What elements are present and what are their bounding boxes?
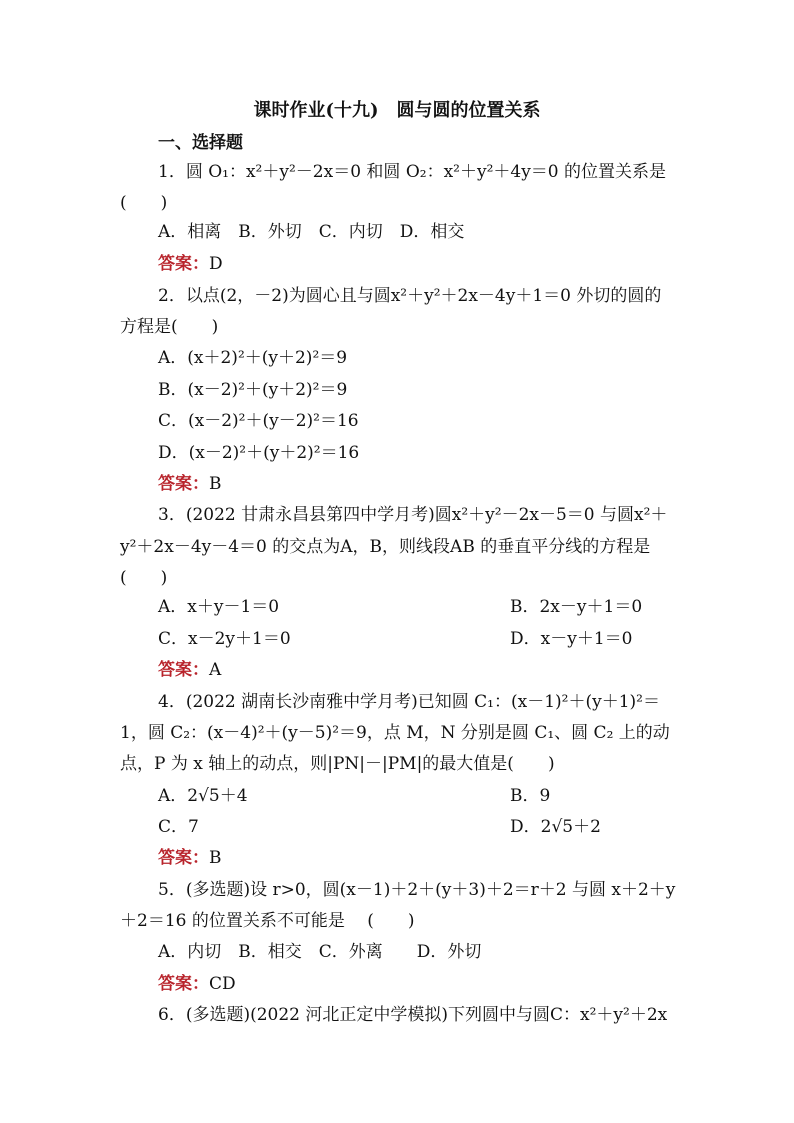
answer-value: A (209, 660, 222, 680)
q4-stem-line2: 1，圆 C₂：(x－4)²＋(y－5)²＝9，点 M，N 分别是圆 C₁、圆 C₂ 上的动 (120, 723, 670, 743)
answer-label: 答案： (158, 254, 209, 274)
answer-value: B (209, 848, 222, 868)
q3-option-d: D．x－y＋1＝0 (510, 629, 633, 649)
q2-answer (158, 472, 222, 496)
q3-stem-line2: y²＋2x－4y－4＝0 的交点为A，B，则线段AB 的垂直平分线的方程是 (120, 537, 651, 557)
q2-option-a: A．(x＋2)²＋(y＋2)²＝9 (158, 348, 348, 368)
answer-label: 答案： (158, 974, 209, 994)
answer-value: B (209, 474, 222, 494)
q4-option-c: C．7 (158, 817, 199, 837)
q3-stem-line3: ( ) (120, 568, 168, 588)
q1-options: A．相离 B．外切 C．内切 D．相交 (158, 222, 465, 242)
answer-value: D (209, 254, 223, 274)
q2-stem-line2: 方程是( ) (120, 317, 219, 337)
q3-option-b: B．2x－y＋1＝0 (510, 597, 643, 617)
q1-stem-line1: 1．圆 O₁：x²＋y²－2x＝0 和圆 O₂：x²＋y²＋4y＝0 的位置关系是 (158, 162, 667, 182)
q5-options: A．内切 B．相交 C．外离 D．外切 (158, 942, 482, 962)
q3-option-c: C．x－2y＋1＝0 (158, 629, 291, 649)
q3-option-a: A．x＋y－1＝0 (158, 597, 280, 617)
section-heading: 一、选择题 (158, 133, 243, 153)
q4-option-b: B．9 (510, 786, 551, 806)
q2-option-b: B．(x－2)²＋(y＋2)²＝9 (158, 380, 348, 400)
q3-answer (158, 658, 221, 682)
q4-stem-line1: 4．(2022 湖南长沙南雅中学月考)已知圆 C₁：(x－1)²＋(y＋1)²＝ (158, 692, 660, 712)
answer-value: CD (209, 974, 236, 994)
q1-answer (158, 252, 223, 276)
q4-stem-line3: 点，P 为 x 轴上的动点，则|PN|－|PM|的最大值是( ) (120, 754, 555, 774)
answer-label: 答案： (158, 660, 209, 680)
q5-stem-line2: ＋2＝16 的位置关系不可能是 ( ) (120, 911, 415, 931)
q2-option-c: C．(x－2)²＋(y－2)²＝16 (158, 411, 359, 431)
q6-stem-line1: 6．(多选题)(2022 河北正定中学模拟)下列圆中与圆C：x²＋y²＋2x (158, 1005, 668, 1025)
page-title: 课时作业(十九) 圆与圆的位置关系 (253, 100, 541, 121)
q4-option-a: A．2√5＋4 (158, 786, 248, 806)
q3-stem-line1: 3．(2022 甘肃永昌县第四中学月考)圆x²＋y²－2x－5＝0 与圆x²＋ (158, 505, 668, 525)
q5-answer (158, 972, 236, 996)
q2-option-d: D．(x－2)²＋(y＋2)²＝16 (158, 443, 360, 463)
answer-label: 答案： (158, 848, 209, 868)
answer-label: 答案： (158, 474, 209, 494)
q5-stem-line1: 5．(多选题)设 r>0，圆(x－1)＋2＋(y＋3)＋2＝r＋2 与圆 x＋2＋y (158, 880, 676, 900)
q4-answer (158, 846, 222, 870)
q4-option-d: D．2√5＋2 (510, 817, 601, 837)
q2-stem-line1: 2．以点(2，－2)为圆心且与圆x²＋y²＋2x－4y＋1＝0 外切的圆的 (158, 286, 662, 306)
q1-stem-line2: ( ) (120, 193, 168, 213)
